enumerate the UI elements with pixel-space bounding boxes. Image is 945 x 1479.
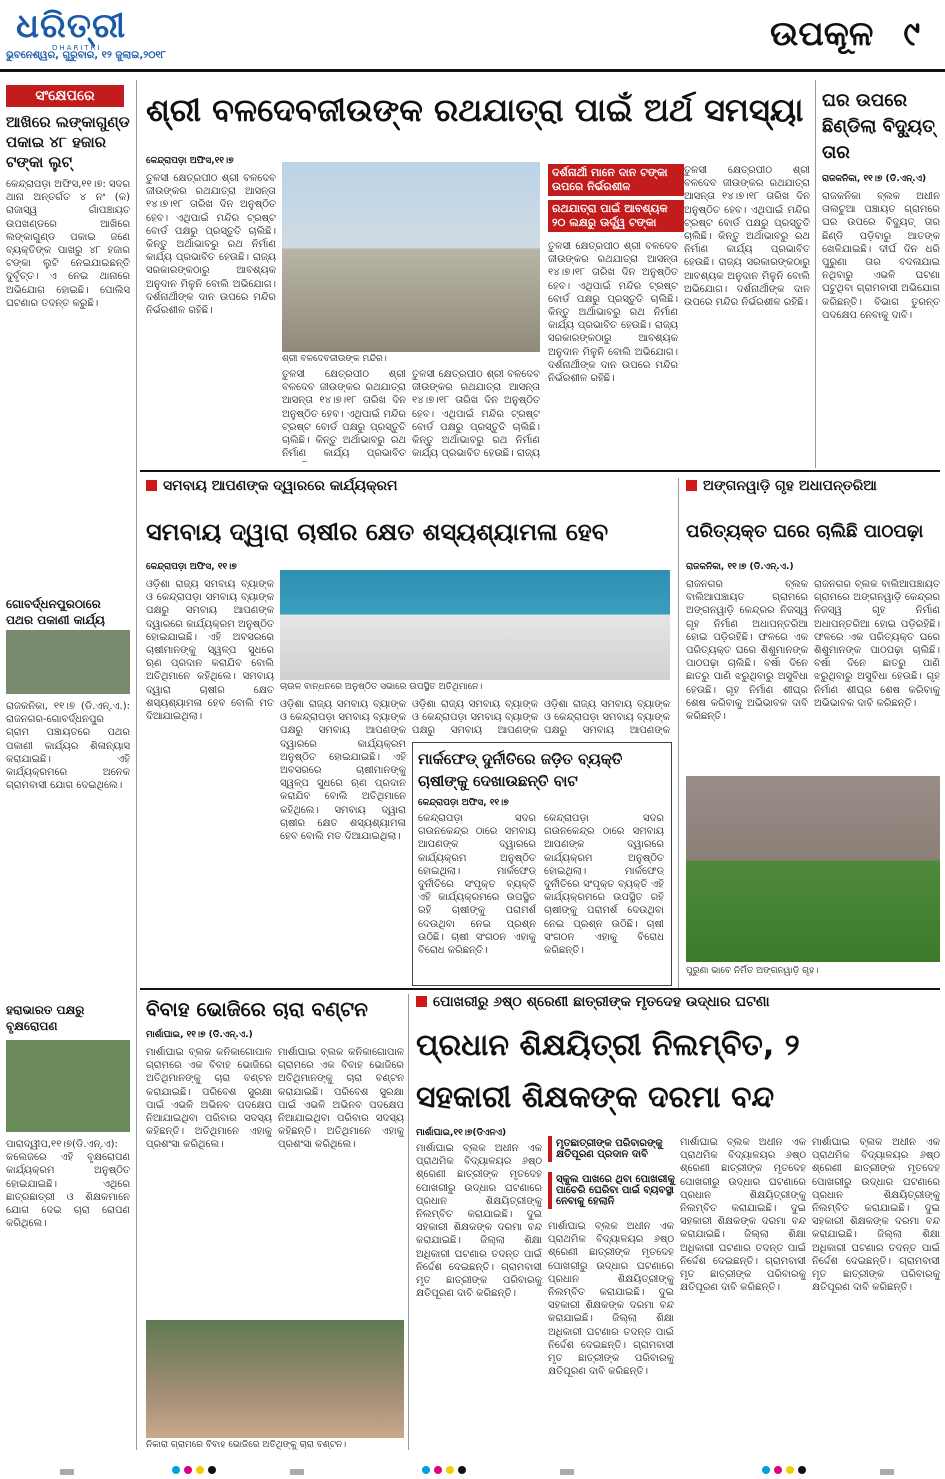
anganwadi-text-col1: ରାଜନଗର ବ୍ଲକ ବାଲିଆପଞ୍ଚାୟତ ଗ୍ରାମରେ ଅଙ୍ଗନୱାଡ଼ି କେନ୍ଦ୍ରର ନିଜସ୍ୱ ଗୃହ ନିର୍ମାଣ ଅଧାପନ୍ତରିଆ ହୋଇ ପଡ଼ିରହିଛି। ଫଳରେ ଏକ ପରିତ୍ୟକ୍ତ ଘରେ ଶିଶୁମାନଙ୍କ ପାଠପଢ଼ା ଚାଲିଛି। ବର୍ଷା ଦିନେ ଛାତରୁ ପାଣି ଝରୁଥିବାରୁ ଅସୁବିଧା ହେଉଛି। ଗୃହ ନିର୍ମାଣ ଶୀଘ୍ର ଶେଷ କରିବାକୁ ଅଭିଭାବକ ଦାବି କରିଛନ୍ତି। bbox=[686, 579, 808, 723]
cooperative-kicker: ସମବାୟ ଆପଣଙ୍କ ଦ୍ୱାରରେ କାର୍ଯ୍ୟକ୍ରମ bbox=[146, 478, 398, 494]
rule-mid2 bbox=[140, 988, 940, 990]
black-dot bbox=[458, 1466, 466, 1474]
lead-box1: ଦର୍ଶନାର୍ଥୀ ମାନେ ଦାନ ଟଙ୍କା ଉପରେ ନିର୍ଭରଶୀଳ bbox=[548, 164, 684, 196]
registration-bar bbox=[60, 1469, 74, 1475]
sankhyep-story2-text: ରାଜକନିକା, ୧୧।୭ (ଡି.ଏନ୍.ଏ.): ରାଜନଗର-ଗୋବର୍ଦ୍ଧନପୁର ଗ୍ରାମ ପଞ୍ଚାୟତରେ ପଥର ପକାଣୀ କାର୍ଯ୍ୟର ଶିଳାନ୍ୟାସ କରାଯାଇଛି। ଏହି କାର୍ଯ୍ୟକ୍ରମରେ ଅନେକ ଗ୍ରାମବାସୀ ଯୋଗ ଦେଇଥିଲେ। bbox=[6, 701, 130, 792]
headmistress-headline-line2: ସହକାରୀ ଶିକ୍ଷକଙ୍କ ଦରମା ବନ୍ଦ bbox=[416, 1080, 775, 1115]
headmistress-kicker: ପୋଖରୀରୁ ୬ଷ୍ଠ ଶ୍ରେଣୀ ଛାତ୍ରୀଙ୍କ ମୃତଦେହ ଉଦ୍ଧାର ଘଟଣା bbox=[416, 994, 770, 1010]
magenta-dot bbox=[184, 1466, 192, 1474]
wedding-text-col2: ମାର୍ଶାଘାଇ ବ୍ଲକ କନିକାଗୋପାଳ ଗ୍ରାମରେ ଏକ ବିବାହ ଭୋଜିରେ ଅତିଥିମାନଙ୍କୁ ଚାରା ବଣ୍ଟନ କରାଯାଇଛି। ପରିବେଶ ସୁରକ୍ଷା ପାଇଁ ଏଭଳି ଅଭିନବ ପଦକ୍ଷେପ ନିଆଯାଇଥିବା ପରିବାର ସଦସ୍ୟ କହିଛନ୍ତି। ଅତିଥିମାନେ ଏହାକୁ ପ୍ରଶଂସା କରିଥିଲେ। bbox=[278, 1047, 404, 1151]
cyan-dot bbox=[762, 1466, 770, 1474]
headmistress-text-col4: ମାର୍ଶାଘାଇ ବ୍ଲକ ଅଧୀନ ଏକ ପ୍ରାଥମିକ ବିଦ୍ୟାଳୟର ୬ଷ୍ଠ ଶ୍ରେଣୀ ଛାତ୍ରୀଙ୍କ ମୃତଦେହ ପୋଖରୀରୁ ଉଦ୍ଧାର ଘଟଣାରେ ପ୍ରଧାନ ଶିକ୍ଷୟିତ୍ରୀଙ୍କୁ ନିଲମ୍ବିତ କରାଯାଇଛି। ଦୁଇ ସହକାରୀ ଶିକ୍ଷକଙ୍କ ଦରମା ବନ୍ଦ କରାଯାଇଛି। ଜିଲ୍ଲା ଶିକ୍ଷା ଅଧିକାରୀ ଘଟଣାର ତଦନ୍ତ ପାଇଁ ନିର୍ଦ୍ଦେଶ ଦେଇଛନ୍ତି। ଗ୍ରାମବାସୀ ମୃତ ଛାତ୍ରୀଙ୍କ ପରିବାରକୁ କ୍ଷତିପୂରଣ ଦାବି କରିଛନ୍ତି। bbox=[812, 1137, 940, 1294]
magenta-dot bbox=[434, 1466, 442, 1474]
anganwadi-text-col2: ରାଜନଗର ବ୍ଲକ ବାଲିଆପଞ୍ଚାୟତ ଗ୍ରାମରେ ଅଙ୍ଗନୱାଡ଼ି କେନ୍ଦ୍ରର ନିଜସ୍ୱ ଗୃହ ନିର୍ମାଣ ଅଧାପନ୍ତରିଆ ହୋଇ ପଡ଼ିରହିଛି। ଫଳରେ ଏକ ପରିତ୍ୟକ୍ତ ଘରେ ଶିଶୁମାନଙ୍କ ପାଠପଢ଼ା ଚାଲିଛି। ବର୍ଷା ଦିନେ ଛାତରୁ ପାଣି ଝରୁଥିବାରୁ ଅସୁବିଧା ହେଉଛି। ଗୃହ ନିର୍ମାଣ ଶୀଘ୍ର ଶେଷ କରିବାକୁ ଅଭିଭାବକ ଦାବି କରିଛନ୍ତି। bbox=[814, 579, 940, 709]
wedding-photo-caption: ନିକାରା ଗ୍ରାମରେ ବିବାହ ଭୋଜିରେ ଅତିଥିଙ୍କୁ ଚାରା ବଣ୍ଟନ। bbox=[146, 1440, 347, 1450]
anganwadi-byline: ରାଜକନିକା, ୧୧।୭ (ଡି.ଏନ୍.ଏ.) bbox=[686, 562, 794, 572]
sankhyep-story3-headline: ହରାଭାରତ ପକ୍ଷରୁ ବୃକ୍ଷରୋପଣ bbox=[6, 1003, 85, 1033]
sankhyep-story2-headline: ଗୋବର୍ଦ୍ଧନପୁରଠାରେ ପଥର ପକାଣୀ କାର୍ଯ୍ୟ bbox=[6, 597, 105, 627]
red-square-icon bbox=[416, 996, 427, 1007]
column-rule-bottom bbox=[408, 994, 409, 1450]
lead-headline: ଶ୍ରୀ ବଳଦେବଜୀଉଙ୍କ ରଥଯାତ୍ରା ପାଇଁ ଅର୍ଥ ସମସ୍ୟା bbox=[146, 91, 804, 129]
black-dot bbox=[208, 1466, 216, 1474]
red-square-icon bbox=[686, 480, 697, 491]
black-dot bbox=[798, 1466, 806, 1474]
right-top-headline: ଘର ଉପରେ ଛିଣ୍ଡିଲା ବିଦ୍ୟୁତ୍ ତାର bbox=[822, 90, 935, 163]
lead-text-col3: ତୁଳସୀ କ୍ଷେତ୍ରପୀଠ ଶ୍ରୀ ବଳଦେବ ଜୀଉଙ୍କର ରଥଯାତ୍ରା ଆସନ୍ତା ୧୪।୭।୧୮ ତାରିଖ ଦିନ ଅନୁଷ୍ଠିତ ହେବ। ଏଥିପାଇଁ ମନ୍ଦିର ଟ୍ରଷ୍ଟ ବୋର୍ଡ ପକ୍ଷରୁ ପ୍ରସ୍ତୁତି ଚାଲିଛି। କିନ୍ତୁ ଅର୍ଥାଭାବରୁ ରଥ ନିର୍ମାଣ କାର୍ଯ୍ୟ ପ୍ରଭାବିତ ହେଉଛି। ରାଜ୍ୟ bbox=[412, 369, 540, 460]
anganwadi-photo bbox=[686, 776, 940, 962]
column-rule-right-mid bbox=[678, 478, 679, 988]
cooperative-text-col3: ଓଡ଼ିଶା ରାଜ୍ୟ ସମବାୟ ବ୍ୟାଙ୍କ ଓ କେନ୍ଦ୍ରାପଡ଼ା ସମବାୟ ବ୍ୟାଙ୍କ ପକ୍ଷରୁ ସମବାୟ ଆପଣଙ୍କ bbox=[412, 699, 538, 737]
lead-photo bbox=[282, 162, 540, 352]
lead-photo-caption: ଶ୍ରୀ ବଳଦେବଜୀଉଙ୍କ ମନ୍ଦିର। bbox=[282, 354, 387, 364]
lead-text-col5: ତୁଳସୀ କ୍ଷେତ୍ରପୀଠ ଶ୍ରୀ ବଳଦେବ ଜୀଉଙ୍କର ରଥଯାତ୍ରା ଆସନ୍ତା ୧୪।୭।୧୮ ତାରିଖ ଦିନ ଅନୁଷ୍ଠିତ ହେବ। ଏଥିପାଇଁ ମନ୍ଦିର ଟ୍ରଷ୍ଟ ବୋର୍ଡ ପକ୍ଷରୁ ପ୍ରସ୍ତୁତି ଚାଲିଛି। କିନ୍ତୁ ଅର୍ଥାଭାବରୁ ରଥ ନିର୍ମାଣ କାର୍ଯ୍ୟ ପ୍ରଭାବିତ ହେଉଛି। ରାଜ୍ୟ ସରକାରଙ୍କଠାରୁ ଆବଶ୍ୟକ ଅନୁଦାନ ମିଳୁନି ବୋଲି ଅଭିଯୋଗ। ଦର୍ଶନାର୍ଥୀଙ୍କ ଦାନ ଉପରେ ମନ୍ଦିର ନିର୍ଭରଶୀଳ ରହିଛି। bbox=[684, 165, 810, 309]
masthead bbox=[0, 0, 945, 70]
newspaper-logo-sub: DHARITRI bbox=[52, 44, 102, 52]
column-rule-left bbox=[136, 80, 137, 1450]
markfed-byline: କେନ୍ଦ୍ରାପଡ଼ା ଅଫିସ, ୧୧।୭ bbox=[418, 798, 509, 808]
headmistress-text-col1: ମାର୍ଶାଘାଇ ବ୍ଲକ ଅଧୀନ ଏକ ପ୍ରାଥମିକ ବିଦ୍ୟାଳୟର ୬ଷ୍ଠ ଶ୍ରେଣୀ ଛାତ୍ରୀଙ୍କ ମୃତଦେହ ପୋଖରୀରୁ ଉଦ୍ଧାର ଘଟଣାରେ ପ୍ରଧାନ ଶିକ୍ଷୟିତ୍ରୀଙ୍କୁ ନିଲମ୍ବିତ କରାଯାଇଛି। ଦୁଇ ସହକାରୀ ଶିକ୍ଷକଙ୍କ ଦରମା ବନ୍ଦ କରାଯାଇଛି। ଜିଲ୍ଲା ଶିକ୍ଷା ଅଧିକାରୀ ଘଟଣାର ତଦନ୍ତ ପାଇଁ ନିର୍ଦ୍ଦେଶ ଦେଇଛନ୍ତି। ଗ୍ରାମବାସୀ ମୃତ ଛାତ୍ରୀଙ୍କ ପରିବାରକୁ କ୍ଷତିପୂରଣ ଦାବି କରିଛନ୍ତି। bbox=[416, 1143, 542, 1300]
print-registration-marks bbox=[0, 1456, 945, 1472]
section-title: ଉପକୂଳ bbox=[770, 14, 874, 54]
anganwadi-kicker: ଅଙ୍ଗନୱାଡ଼ି ଗୃହ ଅଧାପନ୍ତରିଆ bbox=[686, 478, 877, 494]
cyan-dot bbox=[422, 1466, 430, 1474]
registration-bar bbox=[560, 1469, 574, 1475]
anganwadi-headline: ପରିତ୍ୟକ୍ତ ଘରେ ଚାଲିଛି ପାଠପଢ଼ା bbox=[686, 521, 924, 542]
registration-bar bbox=[880, 1469, 894, 1475]
magenta-dot bbox=[774, 1466, 782, 1474]
sankhyep-story3-photo bbox=[6, 1040, 130, 1132]
lead-box2: ରଥଯାତ୍ରା ପାଇଁ ଆବଶ୍ୟକ ୨୦ ଲକ୍ଷରୁ ଊର୍ଦ୍ଧ୍ୱ ଟଙ୍କା bbox=[548, 200, 684, 232]
cooperative-byline: କେନ୍ଦ୍ରାପଡ଼ା ଅଫିସ, ୧୧।୭ bbox=[146, 562, 237, 572]
yellow-dot bbox=[446, 1466, 454, 1474]
headmistress-text-col3: ମାର୍ଶାଘାଇ ବ୍ଲକ ଅଧୀନ ଏକ ପ୍ରାଥମିକ ବିଦ୍ୟାଳୟର ୬ଷ୍ଠ ଶ୍ରେଣୀ ଛାତ୍ରୀଙ୍କ ମୃତଦେହ ପୋଖରୀରୁ ଉଦ୍ଧାର ଘଟଣାରେ ପ୍ରଧାନ ଶିକ୍ଷୟିତ୍ରୀଙ୍କୁ ନିଲମ୍ବିତ କରାଯାଇଛି। ଦୁଇ ସହକାରୀ ଶିକ୍ଷକଙ୍କ ଦରମା ବନ୍ଦ କରାଯାଇଛି। ଜିଲ୍ଲା ଶିକ୍ଷା ଅଧିକାରୀ ଘଟଣାର ତଦନ୍ତ ପାଇଁ ନିର୍ଦ୍ଦେଶ ଦେଇଛନ୍ତି। ଗ୍ରାମବାସୀ ମୃତ ଛାତ୍ରୀଙ୍କ ପରିବାରକୁ କ୍ଷତିପୂରଣ ଦାବି କରିଛନ୍ତି। bbox=[680, 1137, 806, 1294]
lead-byline: କେନ୍ଦ୍ରାପଡ଼ା ଅଫିସ,୧୧।୭ bbox=[146, 156, 234, 166]
headmistress-box2: ସ୍କୁଲ ପାଖରେ ଥିବା ପୋଖରୀକୁ ପାଚେରି ଘେରିବା ପାଇଁ ବ୍ୟବସ୍ଥା ନେବାକୁ ହେଲାନି bbox=[548, 1172, 684, 1209]
section-name bbox=[770, 14, 920, 54]
sankhyep-story1-headline: ଆଖିରେ ଲଙ୍କାଗୁଣ୍ଡ ପକାଇ ୪୮ ହଜାର ଟଙ୍କା ଲୁଟ୍ bbox=[6, 113, 130, 171]
yellow-dot bbox=[786, 1466, 794, 1474]
lead-text-col2: ତୁଳସୀ କ୍ଷେତ୍ରପୀଠ ଶ୍ରୀ ବଳଦେବ ଜୀଉଙ୍କର ରଥଯାତ୍ରା ଆସନ୍ତା ୧୪।୭।୧୮ ତାରିଖ ଦିନ ଅନୁଷ୍ଠିତ ହେବ। ଏଥିପାଇଁ ମନ୍ଦିର ଟ୍ରଷ୍ଟ ବୋର୍ଡ ପକ୍ଷରୁ ପ୍ରସ୍ତୁତି ଚାଲିଛି। କିନ୍ତୁ ଅର୍ଥାଭାବରୁ ରଥ ନିର୍ମାଣ କାର୍ଯ୍ୟ ପ୍ରଭାବିତ bbox=[282, 369, 406, 460]
column-rule-right-top bbox=[815, 80, 816, 468]
headmistress-text-col2: ମାର୍ଶାଘାଇ ବ୍ଲକ ଅଧୀନ ଏକ ପ୍ରାଥମିକ ବିଦ୍ୟାଳୟର ୬ଷ୍ଠ ଶ୍ରେଣୀ ଛାତ୍ରୀଙ୍କ ମୃତଦେହ ପୋଖରୀରୁ ଉଦ୍ଧାର ଘଟଣାରେ ପ୍ରଧାନ ଶିକ୍ଷୟିତ୍ରୀଙ୍କୁ ନିଲମ୍ବିତ କରାଯାଇଛି। ଦୁଇ ସହକାରୀ ଶିକ୍ଷକଙ୍କ ଦରମା ବନ୍ଦ କରାଯାଇଛି। ଜିଲ୍ଲା ଶିକ୍ଷା ଅଧିକାରୀ ଘଟଣାର ତଦନ୍ତ ପାଇଁ ନିର୍ଦ୍ଦେଶ ଦେଇଛନ୍ତି। ଗ୍ରାମବାସୀ ମୃତ ଛାତ୍ରୀଙ୍କ ପରିବାରକୁ କ୍ଷତିପୂରଣ ଦାବି କରିଛନ୍ତି। bbox=[548, 1221, 674, 1378]
markfed-text-col2: କେନ୍ଦ୍ରାପଡ଼ା ସଦର ଗଉନକେନ୍ଦ୍ର ଠାରେ ସମବାୟ ଆପଣଙ୍କ ଦ୍ୱାରରେ କାର୍ଯ୍ୟକ୍ରମ ଅନୁଷ୍ଠିତ ହୋଇଥିଲା। ମାର୍କଫେଡ୍ ଦୁର୍ନୀତିରେ ସଂପୃକ୍ତ ବ୍ୟକ୍ତି ଏହି କାର୍ଯ୍ୟକ୍ରମରେ ଉପସ୍ଥିତ ରହି ଚାଷୀଙ୍କୁ ପରାମର୍ଶ ଦେଉଥିବା ନେଇ ପ୍ରଶ୍ନ ଉଠିଛି। ଚାଷୀ ସଂଗଠନ ଏହାକୁ ବିରୋଧ କରିଛନ୍ତି। bbox=[544, 813, 664, 957]
headmistress-headline-line1: ପ୍ରଧାନ ଶିକ୍ଷୟିତ୍ରୀ ନିଲମ୍ବିତ, ୨ bbox=[416, 1028, 800, 1063]
cooperative-text-col4: ଓଡ଼ିଶା ରାଜ୍ୟ ସମବାୟ ବ୍ୟାଙ୍କ ଓ କେନ୍ଦ୍ରାପଡ଼ା ସମବାୟ ବ୍ୟାଙ୍କ ପକ୍ଷରୁ ସମବାୟ ଆପଣଙ୍କ bbox=[544, 699, 670, 737]
markfed-headline: ମାର୍କଫେଡ୍ ଦୁର୍ନୀତିରେ ଜଡ଼ିତ ବ୍ୟକ୍ତି ଚାଷୀଙ୍କୁ ଦେଖାଉଛନ୍ତି ବାଟ bbox=[418, 750, 623, 790]
cooperative-text-col1: ଓଡ଼ିଶା ରାଜ୍ୟ ସମବାୟ ବ୍ୟାଙ୍କ ଓ କେନ୍ଦ୍ରାପଡ଼ା ସମବାୟ ବ୍ୟାଙ୍କ ପକ୍ଷରୁ ସମବାୟ ଆପଣଙ୍କ ଦ୍ୱାରରେ କାର୍ଯ୍ୟକ୍ରମ ଅନୁଷ୍ଠିତ ହୋଇଯାଇଛି। ଏହି ଅବସରରେ ଚାଷୀମାନଙ୍କୁ ସ୍ୱଳ୍ପ ସୁଧରେ ଋଣ ପ୍ରଦାନ କରାଯିବ ବୋଲି ଅତିଥିମାନେ କହିଥିଲେ। ସମବାୟ ଦ୍ୱାରା ଚାଷୀର କ୍ଷେତ ଶସ୍ୟଶ୍ୟାମଳା ହେବ ବୋଲି ମତ ଦିଆଯାଇଥିଲା। bbox=[146, 579, 274, 723]
wedding-photo bbox=[146, 1320, 404, 1438]
cooperative-text-col2: ଓଡ଼ିଶା ରାଜ୍ୟ ସମବାୟ ବ୍ୟାଙ୍କ ଓ କେନ୍ଦ୍ରାପଡ଼ା ସମବାୟ ବ୍ୟାଙ୍କ ପକ୍ଷରୁ ସମବାୟ ଆପଣଙ୍କ ଦ୍ୱାରରେ କାର୍ଯ୍ୟକ୍ରମ ଅନୁଷ୍ଠିତ ହୋଇଯାଇଛି। ଏହି ଅବସରରେ ଚାଷୀମାନଙ୍କୁ ସ୍ୱଳ୍ପ ସୁଧରେ ଋଣ ପ୍ରଦାନ କରାଯିବ ବୋଲି ଅତିଥିମାନେ କହିଥିଲେ। ସମବାୟ ଦ୍ୱାରା ଚାଷୀର କ୍ଷେତ ଶସ୍ୟଶ୍ୟାମଳା ହେବ ବୋଲି ମତ ଦିଆଯାଇଥିଲା। bbox=[280, 699, 406, 843]
wedding-headline: ବିବାହ ଭୋଜିରେ ଚାରା ବଣ୍ଟନ bbox=[146, 997, 368, 1021]
lead-text-col4: ତୁଳସୀ କ୍ଷେତ୍ରପୀଠ ଶ୍ରୀ ବଳଦେବ ଜୀଉଙ୍କର ରଥଯାତ୍ରା ଆସନ୍ତା ୧୪।୭।୧୮ ତାରିଖ ଦିନ ଅନୁଷ୍ଠିତ ହେବ। ଏଥିପାଇଁ ମନ୍ଦିର ଟ୍ରଷ୍ଟ ବୋର୍ଡ ପକ୍ଷରୁ ପ୍ରସ୍ତୁତି ଚାଲିଛି। କିନ୍ତୁ ଅର୍ଥାଭାବରୁ ରଥ ନିର୍ମାଣ କାର୍ଯ୍ୟ ପ୍ରଭାବିତ ହେଉଛି। ରାଜ୍ୟ ସରକାରଙ୍କଠାରୁ ଆବଶ୍ୟକ ଅନୁଦାନ ମିଳୁନି ବୋଲି ଅଭିଯୋଗ। ଦର୍ଶନାର୍ଥୀଙ୍କ ଦାନ ଉପରେ ମନ୍ଦିର ନିର୍ଭରଶୀଳ ରହିଛି। bbox=[548, 241, 678, 385]
cooperative-photo bbox=[280, 570, 670, 680]
wedding-byline: ମାର୍ଶାଘାଇ, ୧୧।୭ (ଡି.ଏନ୍.ଏ.) bbox=[146, 1030, 253, 1040]
right-top-text: ରାଜକନିକା ବ୍ଲକ ଅଧୀନ ତାଲଚୁଆ ପଞ୍ଚାୟତ ଗ୍ରାମରେ ଘର ଉପରେ ବିଦ୍ୟୁତ୍ ତାର ଛିଣ୍ଡି ପଡ଼ିବାରୁ ଆତଙ୍କ ଖେଳିଯାଇଛି। ଦୀର୍ଘ ଦିନ ଧରି ପୁରୁଣା ତାର ବଦଳାଯାଇ ନଥିବାରୁ ଏଭଳି ଘଟଣା ଘଟୁଥିବା ଗ୍ରାମବାସୀ ଅଭିଯୋଗ କରିଛନ୍ତି। ବିଭାଗ ତୁରନ୍ତ ପଦକ୍ଷେପ ନେବାକୁ ଦାବି। bbox=[822, 191, 940, 321]
right-top-byline: ରାଜକନିକା, ୧୧।୭ (ଡି.ଏନ୍.ଏ) bbox=[822, 174, 927, 184]
registration-bar bbox=[290, 1469, 304, 1475]
page-number: ୯ bbox=[903, 14, 921, 54]
dateline: ଭୁବନେଶ୍ୱର, ଗୁରୁବାର, ୧୨ ଜୁଲାଇ,୨୦୧୮ bbox=[6, 50, 166, 61]
headmistress-box1: ମୃତଛାତ୍ରୀଙ୍କ ପରିବାରଙ୍କୁ କ୍ଷତିପୂରଣ ପ୍ରଦାନ ଦାବି bbox=[548, 1136, 684, 1162]
rule-mid1 bbox=[140, 470, 940, 472]
sankhyep-story3-text: ପାରାଦ୍ୱୀପ,୧୧।୭(ଡି.ଏନ୍.ଏ): କଲେଜରେ ଏହି ବୃକ୍ଷରୋପଣ କାର୍ଯ୍ୟକ୍ରମ ଅନୁଷ୍ଠିତ ହୋଇଯାଇଛି। ଏଥିରେ ଛାତ୍ରଛାତ୍ରୀ ଓ ଶିକ୍ଷକମାନେ ଯୋଗ ଦେଇ ଚାରା ରୋପଣ କରିଥିଲେ। bbox=[6, 1139, 130, 1230]
cooperative-headline: ସମବାୟ ଦ୍ୱାରା ଚାଷୀର କ୍ଷେତ ଶସ୍ୟଶ୍ୟାମଳା ହେବ bbox=[146, 518, 609, 546]
wedding-text-col1: ମାର୍ଶାଘାଇ ବ୍ଲକ କନିକାଗୋପାଳ ଗ୍ରାମରେ ଏକ ବିବାହ ଭୋଜିରେ ଅତିଥିମାନଙ୍କୁ ଚାରା ବଣ୍ଟନ କରାଯାଇଛି। ପରିବେଶ ସୁରକ୍ଷା ପାଇଁ ଏଭଳି ଅଭିନବ ପଦକ୍ଷେପ ନିଆଯାଇଥିବା ପରିବାର ସଦସ୍ୟ କହିଛନ୍ତି। ଅତିଥିମାନେ ଏହାକୁ ପ୍ରଶଂସା କରିଥିଲେ। bbox=[146, 1047, 272, 1151]
red-square-icon bbox=[146, 480, 157, 491]
sankhyep-story1-text: କେନ୍ଦ୍ରାପଡ଼ା ଅଫିସ,୧୧।୭: ସଦର ଥାନା ଅନ୍ତର୍ଗତ ୪ ନଂ (କ) ରାଜାସ୍ୱ ଗାଁପଞ୍ଚାୟତ ଉପଖଣ୍ଡରେ ଆଖିରେ ଲଙ୍କାଗୁଣ୍ଡ ପକାଇ ଜଣେ ବ୍ୟକ୍ତିଙ୍କ ପାଖରୁ ୪୮ ହଜାର ଟଙ୍କା ଲୁଟି ନେଇଯାଇଛନ୍ତି ଦୁର୍ବୃତ୍ତ। ଏ ନେଇ ଥାନାରେ ଅଭିଯୋଗ ହୋଇଛି। ପୋଲିସ ଘଟଣାର ତଦନ୍ତ କରୁଛି। bbox=[6, 179, 130, 309]
anganwadi-photo-caption: ପୁରୁଣା ଭାବେ ନିର୍ମିତ ଅଙ୍ଗନୱାଡ଼ି ଗୃହ। bbox=[686, 966, 819, 976]
sankhyep-story2-photo bbox=[6, 630, 130, 694]
top-rule bbox=[0, 69, 945, 72]
markfed-text-col1: କେନ୍ଦ୍ରାପଡ଼ା ସଦର ଗଉନକେନ୍ଦ୍ର ଠାରେ ସମବାୟ ଆପଣଙ୍କ ଦ୍ୱାରରେ କାର୍ଯ୍ୟକ୍ରମ ଅନୁଷ୍ଠିତ ହୋଇଥିଲା। ମାର୍କଫେଡ୍ ଦୁର୍ନୀତିରେ ସଂପୃକ୍ତ ବ୍ୟକ୍ତି ଏହି କାର୍ଯ୍ୟକ୍ରମରେ ଉପସ୍ଥିତ ରହି ଚାଷୀଙ୍କୁ ପରାମର୍ଶ ଦେଉଥିବା ନେଇ ପ୍ରଶ୍ନ ଉଠିଛି। ଚାଷୀ ସଂଗଠନ ଏହାକୁ ବିରୋଧ କରିଛନ୍ତି। bbox=[418, 813, 536, 957]
yellow-dot bbox=[196, 1466, 204, 1474]
lead-text-col1: ତୁଳସୀ କ୍ଷେତ୍ରପୀଠ ଶ୍ରୀ ବଳଦେବ ଜୀଉଙ୍କର ରଥଯାତ୍ରା ଆସନ୍ତା ୧୪।୭।୧୮ ତାରିଖ ଦିନ ଅନୁଷ୍ଠିତ ହେବ। ଏଥିପାଇଁ ମନ୍ଦିର ଟ୍ରଷ୍ଟ ବୋର୍ଡ ପକ୍ଷରୁ ପ୍ରସ୍ତୁତି ଚାଲିଛି। କିନ୍ତୁ ଅର୍ଥାଭାବରୁ ରଥ ନିର୍ମାଣ କାର୍ଯ୍ୟ ପ୍ରଭାବିତ ହେଉଛି। ରାଜ୍ୟ ସରକାରଙ୍କଠାରୁ ଆବଶ୍ୟକ ଅନୁଦାନ ମିଳୁନି ବୋଲି ଅଭିଯୋଗ। ଦର୍ଶନାର୍ଥୀଙ୍କ ଦାନ ଉପରେ ମନ୍ଦିର ନିର୍ଭରଶୀଳ ରହିଛି। bbox=[146, 173, 276, 317]
cooperative-photo-caption: ଚାଉଳ ବାନ୍ଧନରେ ଅନୁଷ୍ଠିତ ସଭାରେ ଉପସ୍ଥିତ ଅତିଥିମାନେ। bbox=[280, 682, 483, 692]
sankhyep-label: ସଂକ୍ଷେପରେ bbox=[6, 85, 124, 107]
newspaper-logo: ଧରିତ୍ରୀ bbox=[16, 6, 127, 46]
cyan-dot bbox=[172, 1466, 180, 1474]
headmistress-byline: ମାର୍ଶାଘାଇ,୧୧।୭(ଡିଏନଏ) bbox=[416, 1128, 507, 1138]
